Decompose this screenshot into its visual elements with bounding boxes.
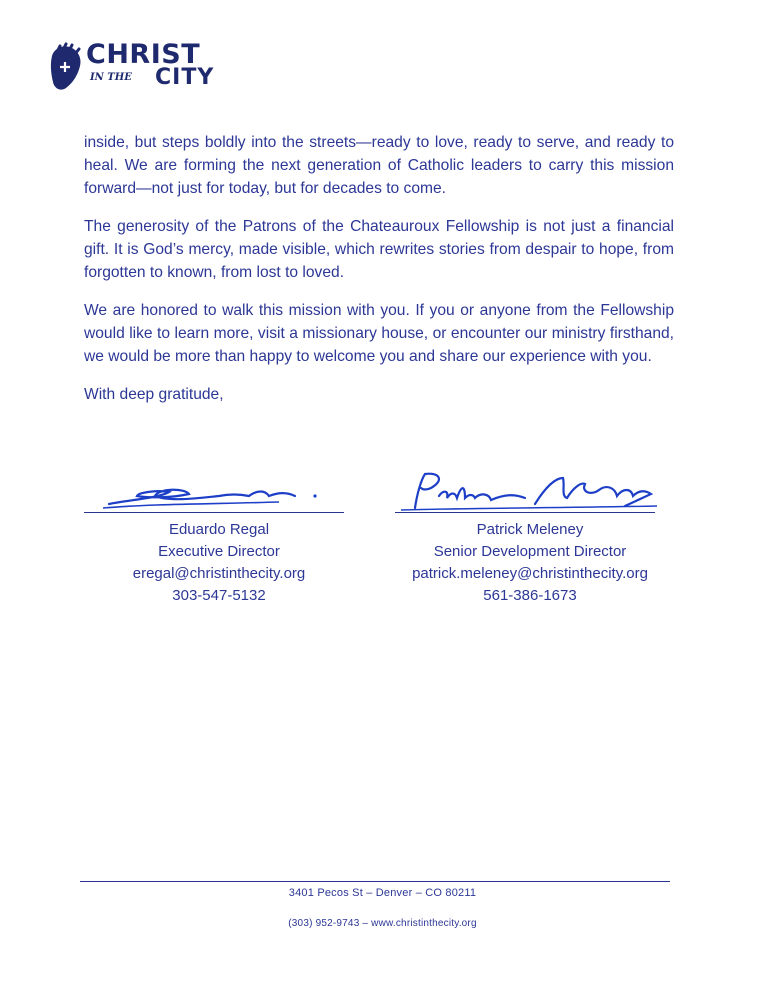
signer-title: Senior Development Director — [433, 543, 627, 560]
signer-name: Eduardo Regal — [168, 521, 270, 538]
paragraph: We are honored to walk this mission with you. If you or anyone from the Fellowship would like to learn more, visit a missionary house, or encounter our ministry firsthand, we would be more than happy to welcome you and share our experience with you. — [84, 302, 674, 365]
signer-phone: 561-386-1673 — [483, 587, 577, 604]
footer-divider — [80, 881, 670, 882]
signature-block-development-director — [395, 470, 665, 607]
paragraph: inside, but steps boldly into the streets—ready to love, ready to serve, and ready to heal. We are forming the next generation of Catholic leaders to carry this mission forward—not just for today, but for decades to come. — [84, 134, 674, 197]
signer-email: patrick.meleney@christinthecity.org — [412, 565, 648, 582]
handwritten-signature — [395, 470, 665, 512]
logo-text-christ: CHRIST — [86, 39, 201, 70]
signer-name: Patrick Meleney — [476, 521, 584, 538]
signature-line — [395, 512, 655, 513]
organization-logo — [48, 40, 223, 96]
closing-salutation: With deep gratitude, — [84, 386, 224, 403]
signer-title: Executive Director — [158, 543, 280, 560]
hand-icon — [48, 42, 84, 97]
logo-text-in-the: IN THE — [90, 72, 132, 83]
letter-body — [84, 131, 674, 421]
paragraph: The generosity of the Patrons of the Chateauroux Fellowship is not just a financial gift. It is God’s mercy, made visible, which rewrites stories from despair to hope, from forgotten to known, from lost to loved. — [84, 218, 674, 281]
handwritten-signature — [89, 470, 349, 512]
footer-contact: (303) 952-9743 – www.christinthecity.org — [288, 918, 477, 929]
signature-block-executive-director — [84, 470, 354, 607]
footer-address: 3401 Pecos St – Denver – CO 80211 — [288, 887, 477, 899]
signer-phone: 303-547-5132 — [172, 587, 266, 604]
signature-line — [84, 512, 344, 513]
signer-email: eregal@christinthecity.org — [132, 565, 306, 582]
logo-text-city: CITY — [155, 65, 215, 90]
